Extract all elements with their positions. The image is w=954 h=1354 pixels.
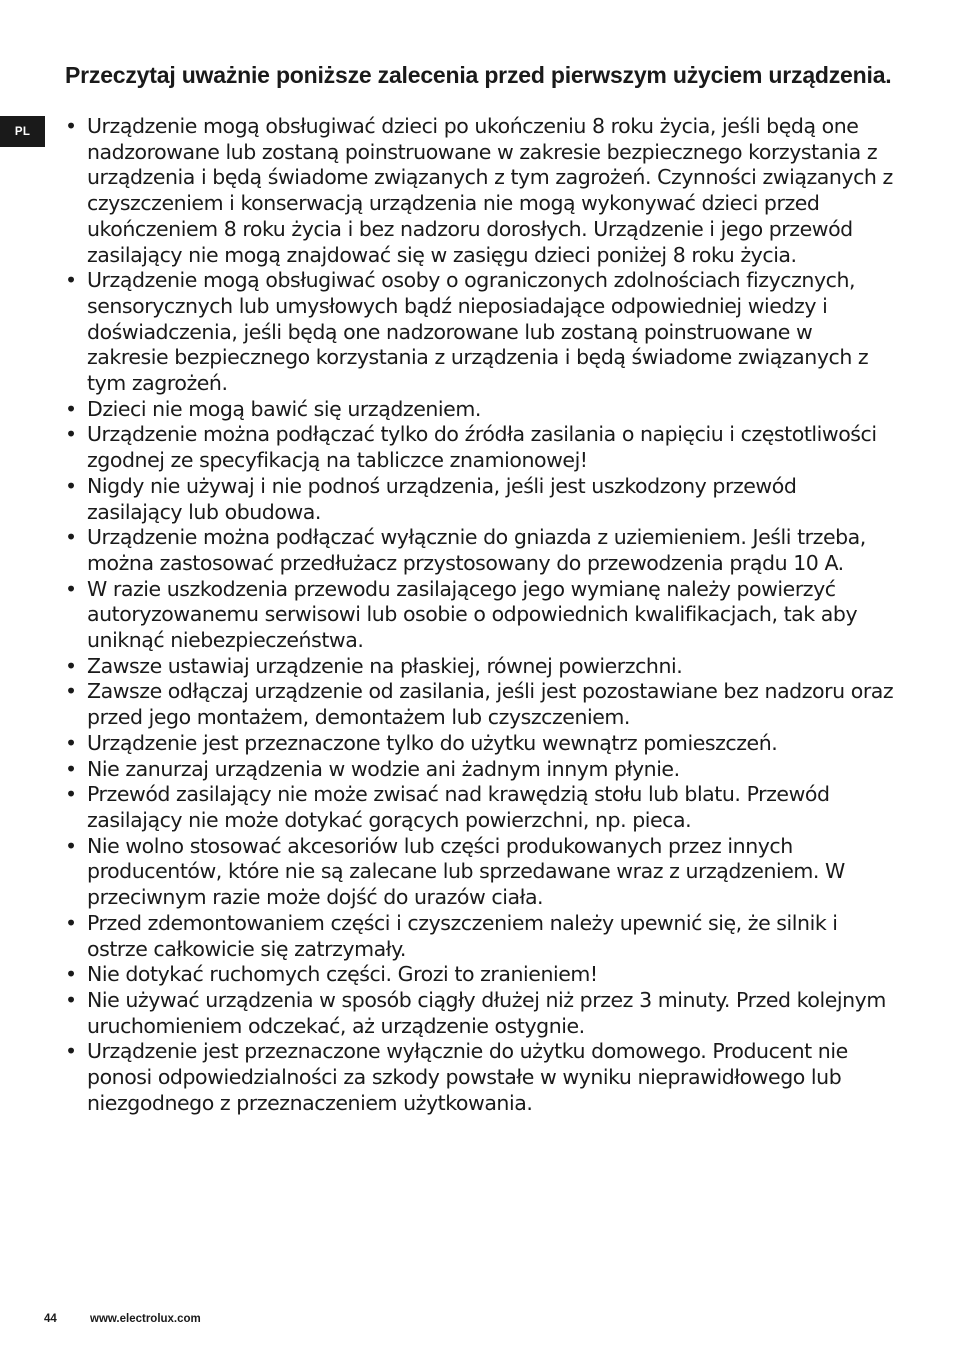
list-item-text: Urządzenie mogą obsługiwać osoby o ograniczonych zdolnościach fizycznych, sensorycznych lub umysłowych bądź nieposiadające odpowiedniej wiedzy i doświadczenia, jeśli będą one nadzorowane lub zostaną poinstruowane w zakresie bezpiecznego korzystania z urządzenia i będą świadome związanych z tym zagrożeń. [87,268,869,396]
list-item [65,834,895,911]
bullet: • [65,910,77,935]
list-item [65,422,895,473]
list-item-text: Nie używać urządzenia w sposób ciągły dłużej niż przez 3 minuty. Przed kolejnym uruchomieniem odczekać, aż urządzenie ostygnie. [87,987,886,1038]
list-item-text: Urządzenie mogą obsługiwać dzieci po ukończeniu 8 roku życia, jeśli będą one nadzorowane lub zostaną poinstruowane w zakresie bezpiecznego korzystania z urządzenia i będą świadome związanych z tym zagrożeń. Czynności związanych z czyszczeniem i konserwacją urządzenia nie mogą wykonywać dzieci przed ukończeniem 8 roku życia i bez nadzoru dorosłych. Urządzenie i jego przewód zasilający nie mogą znajdować się w zasięgu dzieci poniżej 8 roku życia. [87,114,893,267]
list-item [65,679,895,730]
bullet: • [65,473,77,498]
list-item [65,577,895,654]
list-item-text: Zawsze odłączaj urządzenie od zasilania, jeśli jest pozostawiane bez nadzoru oraz przed jego montażem, demontażem lub czyszczeniem. [87,679,894,730]
bullet: • [65,653,77,678]
list-item [65,268,895,397]
list-item [65,962,895,988]
bullet: • [65,782,77,807]
bullet: • [65,962,77,987]
safety-instructions-list [65,114,895,1116]
list-item [65,474,895,525]
list-item-text: Urządzenie jest przeznaczone tylko do użytku wewnątrz pomieszczeń. [87,730,778,755]
bullet: • [65,730,77,755]
bullet: • [65,756,77,781]
list-item-text: Przed zdemontowaniem części i czyszczeniem należy upewnić się, że silnik i ostrze całkowicie się zatrzymały. [87,910,838,961]
list-item [65,988,895,1039]
list-item-text: Nie dotykać ruchomych części. Grozi to zranieniem! [87,962,598,987]
bullet: • [65,679,77,704]
list-item-text: Zawsze ustawiaj urządzenie na płaskiej, równej powierzchni. [87,653,683,678]
bullet: • [65,1039,77,1064]
bullet: • [65,576,77,601]
list-item-text: W razie uszkodzenia przewodu zasilającego jego wymianę należy powierzyć autoryzowanemu serwisowi lub osobie o odpowiednich kwalifikacjach, tak aby uniknąć niebezpieczeństwa. [87,576,858,653]
page-number: 44 [44,1313,57,1325]
list-item [65,525,895,576]
list-item-text: Nigdy nie używaj i nie podnoś urządzenia, jeśli jest uszkodzony przewód zasilający lub obudowa. [87,473,797,524]
bullet: • [65,525,77,550]
website-url: www.electrolux.com [90,1313,201,1325]
bullet: • [65,987,77,1012]
list-item [65,1039,895,1116]
list-item-text: Urządzenie można podłączać wyłącznie do gniazda z uziemieniem. Jeśli trzeba, można zastosować przedłużacz przystosowany do przewodzenia prądu 10 A. [87,525,866,575]
bullet: • [65,422,77,447]
list-item [65,654,895,680]
bullet: • [65,833,77,858]
list-item [65,911,895,962]
bullet: • [65,114,77,138]
bullet: • [65,396,77,421]
language-tab: PL [0,116,45,147]
page-heading: Przeczytaj uważnie poniższe zalecenia przed pierwszym użyciem urządzenia. [65,62,892,88]
list-item [65,731,895,757]
list-item-text: Nie wolno stosować akcesoriów lub części produkowanych przez innych producentów, które nie są zalecane lub sprzedawane wraz z urządzeniem. W przeciwnym razie może dojść do urazów ciała. [87,833,845,910]
list-item [65,114,895,268]
list-item [65,757,895,783]
list-item-text: Przewód zasilający nie może zwisać nad krawędzią stołu lub blatu. Przewód zasilający nie może dotykać gorących powierzchni, np. pieca. [87,782,830,832]
list-item [65,397,895,423]
list-item [65,782,895,833]
list-item-text: Nie zanurzaj urządzenia w wodzie ani żadnym innym płynie. [87,756,680,781]
bullet: • [65,268,77,293]
page-footer [44,1313,201,1325]
list-item-text: Urządzenie jest przeznaczone wyłącznie do użytku domowego. Producent nie ponosi odpowiedzialności za szkody powstałe w wyniku nieprawidłowego lub niezgodnego z przeznaczeniem użytkowania. [87,1039,848,1115]
list-item-text: Dzieci nie mogą bawić się urządzeniem. [87,396,481,421]
list-item-text: Urządzenie można podłączać tylko do źródła zasilania o napięciu i częstotliwości zgodnej ze specyfikacją na tabliczce znamionowej! [87,422,877,473]
